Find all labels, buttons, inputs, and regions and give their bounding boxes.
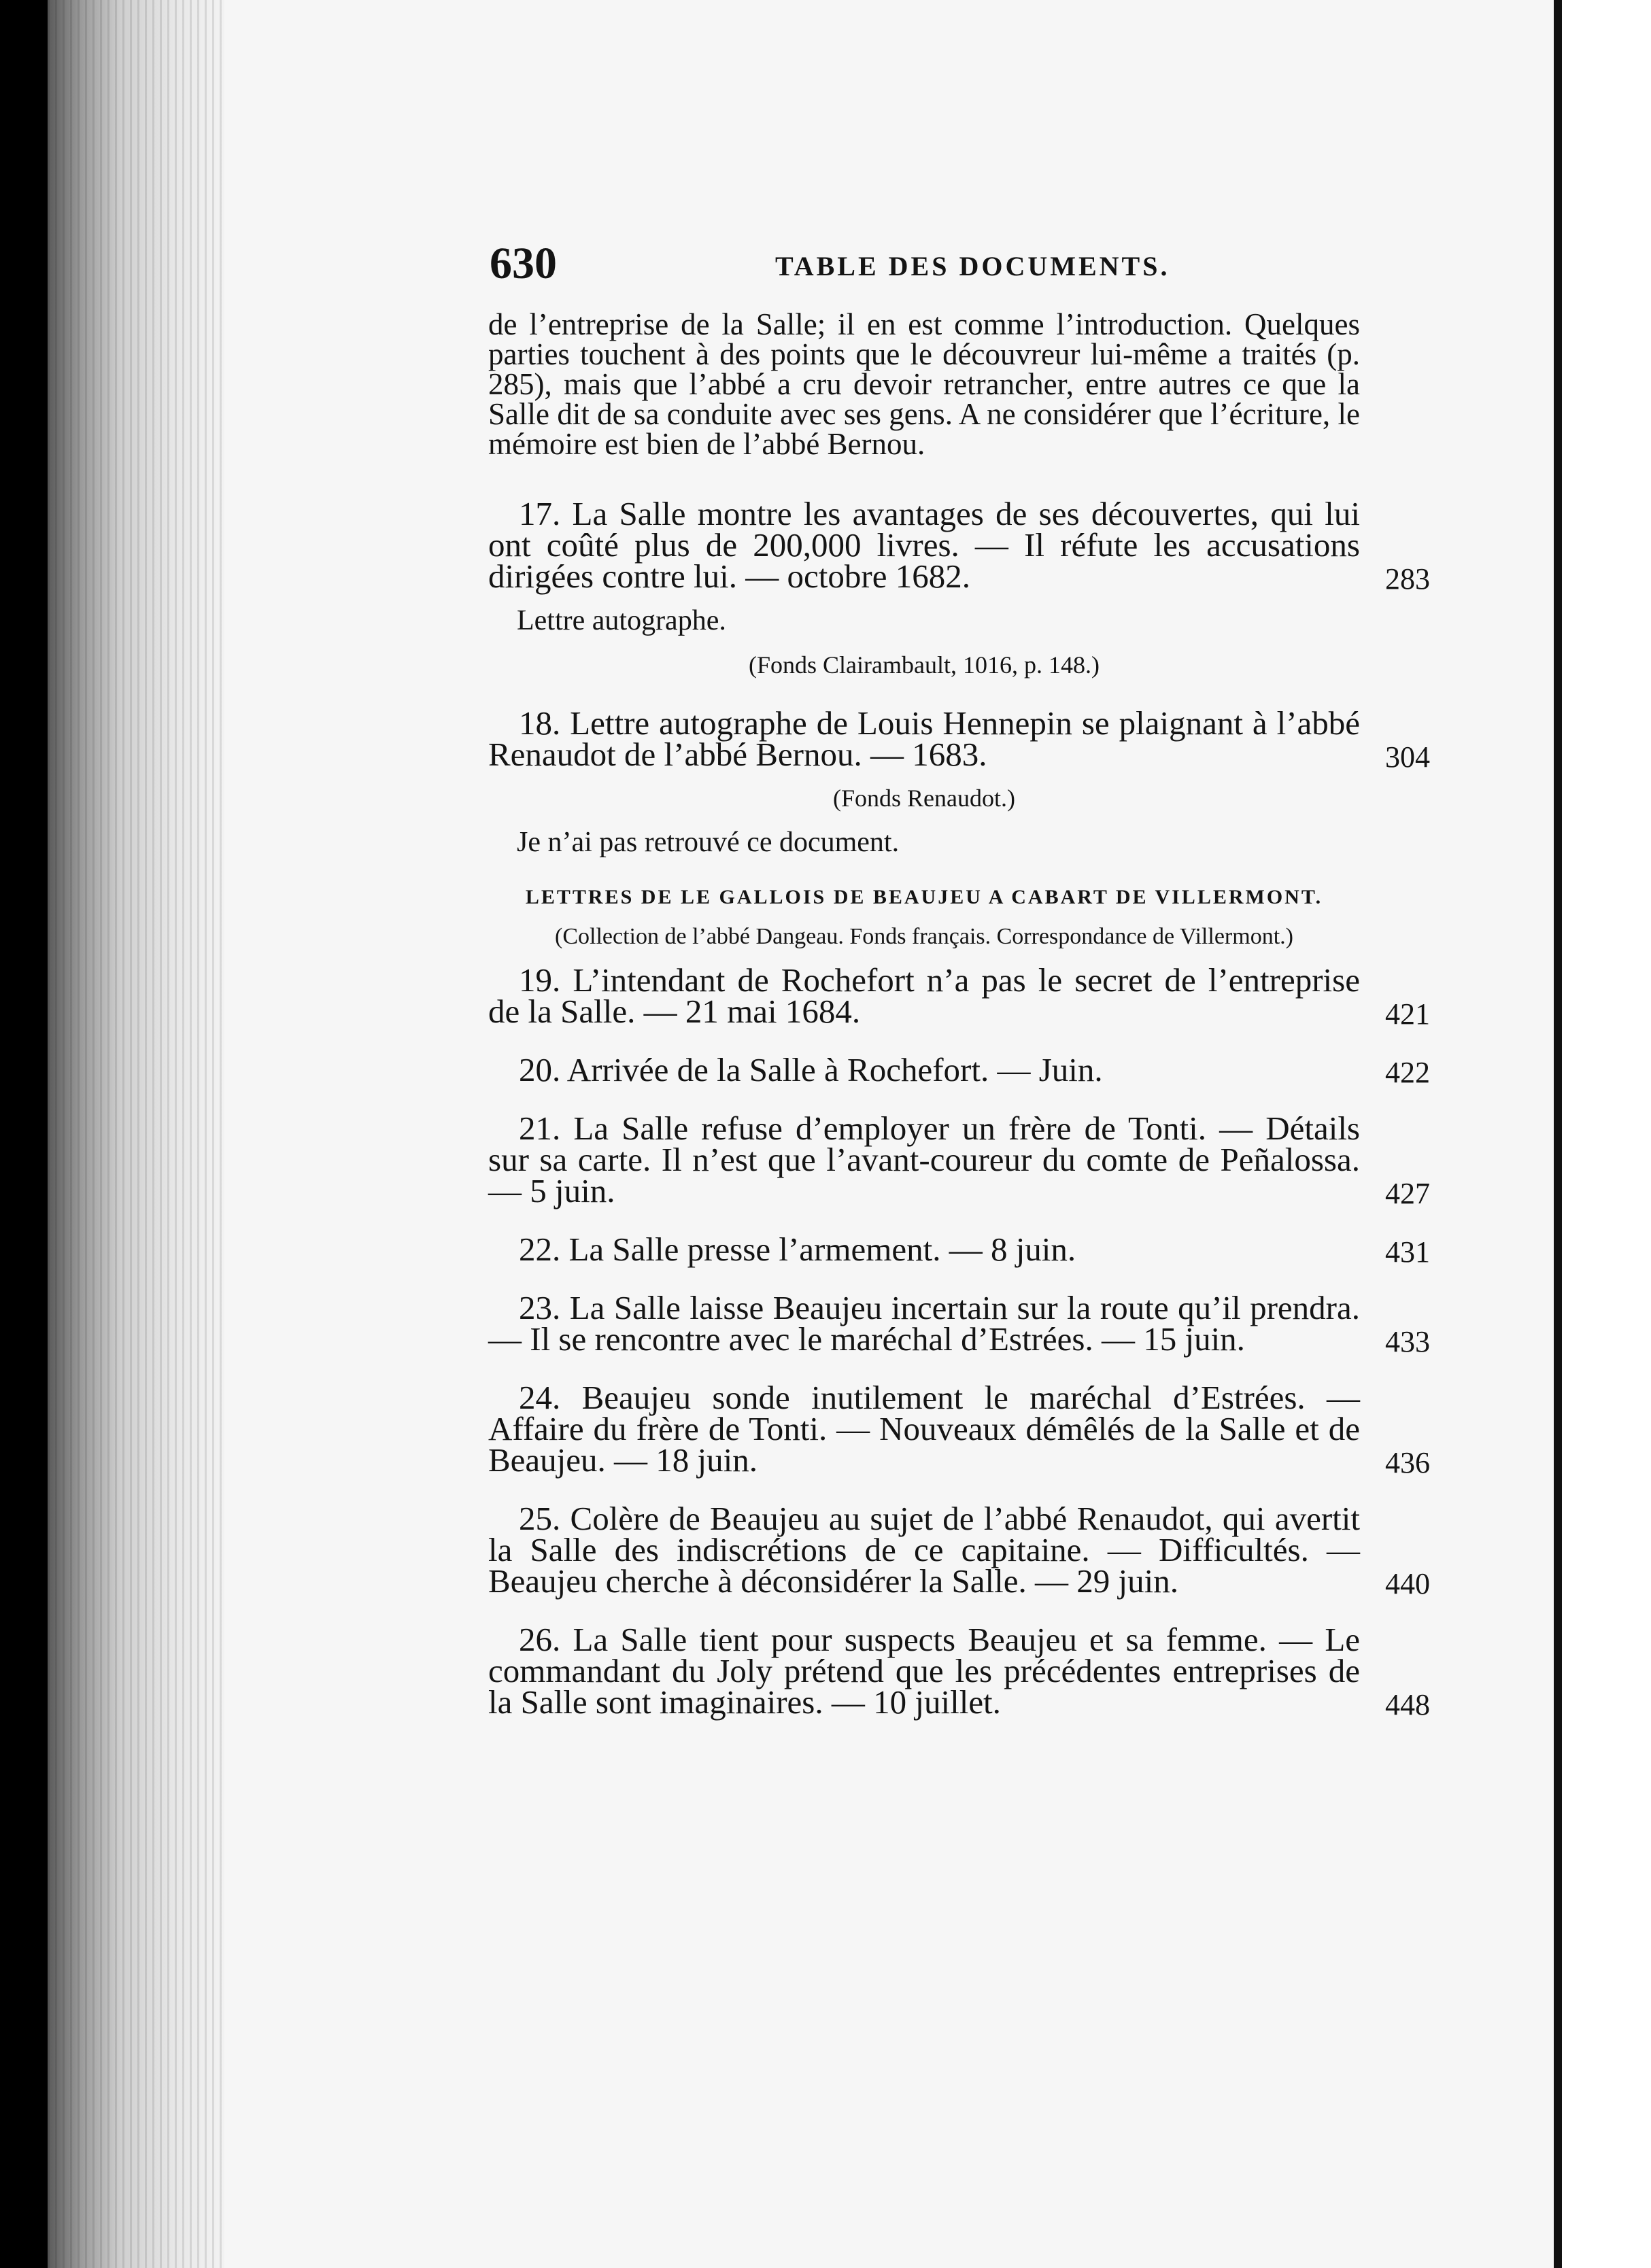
- entry-text: 26. La Salle tient pour suspects Beaujeu et sa femme. — Le commandant du Joly prétend que les précédentes entreprises de la Salle sont imaginaires. — 10 juillet.: [488, 1621, 1360, 1721]
- section-subtitle: (Collection de l’abbé Dangeau. Fonds français. Correspondance de Villermont.): [555, 924, 1293, 949]
- entry-text: 24. Beaujeu sonde inutilement le maréchal d’Estrées. — Affaire du frère de Tonti. — Nouveaux démêlés de la Salle et de Beaujeu. — 18 juin.: [488, 1379, 1360, 1479]
- letter-entry-21: [488, 1110, 1430, 1210]
- document-entry-18: [488, 704, 1430, 774]
- entry-page-ref: 440: [1385, 1567, 1430, 1600]
- entry-page-ref: 421: [1385, 997, 1430, 1031]
- document-body: [488, 307, 1430, 1721]
- book-page-stack-edge: [48, 0, 231, 2268]
- entry-note: Lettre autographe.: [517, 605, 726, 636]
- entry-page-ref: 433: [1385, 1325, 1430, 1358]
- entry-text: 17. La Salle montre les avantages de ses découvertes, qui lui ont coûté plus de 200,000 livres. — Il réfute les accusations dirigées contre lui. — octobre 1682.: [488, 495, 1360, 595]
- entry-page-ref: 422: [1385, 1056, 1430, 1089]
- letter-entry-20: [488, 1051, 1430, 1089]
- entry-page-ref: 436: [1385, 1446, 1430, 1479]
- entry-page-ref: 427: [1385, 1177, 1430, 1210]
- entry-text: 19. L’intendant de Rochefort n’a pas le secret de l’entreprise de la Salle. — 21 mai 1684.: [488, 961, 1360, 1030]
- entry-note: Je n’ai pas retrouvé ce document.: [517, 827, 900, 858]
- right-margin: [1562, 0, 1651, 2268]
- intro-paragraph: de l’entreprise de la Salle; il en est comme l’introduction. Quelques parties touchent à des points que le découvreur lui-même a traités (p. 285), mais que l’abbé a cru devoir retrancher, entre autres ce que la Salle dit de sa conduite avec ses gens. A ne considérer que l’écriture, le mémoire est bien de l’abbé Bernou.: [488, 307, 1360, 461]
- entry-text: 23. La Salle laisse Beaujeu incertain sur la route qu’il prendra. — Il se rencontre avec le maréchal d’Estrées. — 15 juin.: [488, 1289, 1360, 1358]
- letter-entry-26: [488, 1621, 1430, 1721]
- page-edge-shadow: [1554, 0, 1562, 2268]
- entry-source: (Fonds Renaudot.): [833, 785, 1015, 812]
- letter-entry-22: [488, 1231, 1430, 1269]
- entry-page-ref: 448: [1385, 1688, 1430, 1721]
- running-title: TABLE DES DOCUMENTS.: [775, 251, 1170, 281]
- entry-text: 22. La Salle presse l’armement. — 8 juin.: [519, 1231, 1076, 1268]
- entry-page-ref: 304: [1385, 740, 1430, 774]
- letter-entry-23: [488, 1289, 1430, 1358]
- section-title: LETTRES DE LE GALLOIS DE BEAUJEU A CABART DE VILLERMONT.: [525, 886, 1323, 908]
- page-header: [490, 238, 1414, 292]
- page-number: 630: [490, 239, 557, 288]
- letter-entry-19: [488, 961, 1430, 1031]
- entry-source: (Fonds Clairambault, 1016, p. 148.): [749, 651, 1100, 678]
- entry-text: 20. Arrivée de la Salle à Rochefort. — Juin.: [519, 1051, 1103, 1088]
- entry-page-ref: 283: [1385, 562, 1430, 596]
- letter-entry-24: [488, 1379, 1430, 1479]
- document-entry-17: [488, 495, 1430, 596]
- entry-text: 21. La Salle refuse d’employer un frère de Tonti. — Détails sur sa carte. Il n’est que l’avant-coureur du comte de Peñalossa. — 5 juin.: [488, 1110, 1360, 1209]
- entry-page-ref: 431: [1385, 1235, 1430, 1269]
- entry-text: 18. Lettre autographe de Louis Hennepin se plaignant à l’abbé Renaudot de l’abbé Bernou. — 1683.: [488, 704, 1360, 773]
- letter-entry-25: [488, 1500, 1430, 1600]
- entry-text: 25. Colère de Beaujeu au sujet de l’abbé Renaudot, qui avertit la Salle des indiscrétions de ce capitaine. — Difficultés. — Beaujeu cherche à déconsidérer la Salle. — 29 juin.: [488, 1500, 1360, 1600]
